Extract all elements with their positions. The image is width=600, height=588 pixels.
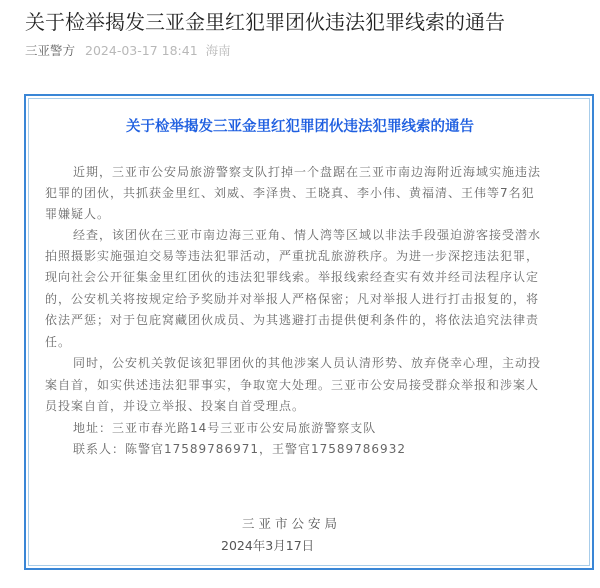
notice-line: 现向社会公开征集金里红团伙的违法犯罪线索。举报线索经查实有效并经司法程序认定 <box>45 270 540 284</box>
notice-contacts: 联系人：陈警官17589786971，王警官17589786932 <box>73 442 406 456</box>
notice-line: 任。 <box>45 335 72 349</box>
notice-address: 地址：三亚市春光路14号三亚市公安局旅游警察支队 <box>73 421 377 435</box>
notice-line: 拍照摄影实施强迫交易等违法犯罪活动，严重扰乱旅游秩序。为进一步深挖违法犯罪， <box>45 249 540 263</box>
notice-date: 2024年3月17日 <box>221 538 315 553</box>
article-meta <box>25 41 231 59</box>
notice-line: 犯罪的团伙，共抓获金里红、刘威、李泽贵、王晓真、李小伟、黄福清、王伟等7名犯 <box>45 186 535 200</box>
notice-line: 的，公安机关将按规定给予奖励并对举报人严格保密；凡对举报人进行打击报复的，将 <box>45 292 540 306</box>
notice-signature: 三亚市公安局 <box>242 516 342 531</box>
article-location: 海南 <box>205 43 231 58</box>
article-title: 关于检举揭发三亚金里红犯罪团伙违法犯罪线索的通告 <box>25 10 505 34</box>
notice-line: 案自首，如实供述违法犯罪事实，争取宽大处理。三亚市公安局接受群众举报和涉案人 <box>45 378 540 392</box>
notice-line: 员投案自首，并设立举报、投案自首受理点。 <box>45 399 306 413</box>
notice-line: 经查，该团伙在三亚市南边海三亚角、情人湾等区域以非法手段强迫游客接受潜水 <box>73 228 542 242</box>
article-datetime: 2024-03-17 18:41 <box>85 43 198 58</box>
notice-line: 罪嫌疑人。 <box>45 207 111 221</box>
notice-line: 近期，三亚市公安局旅游警察支队打掉一个盘踞在三亚市南边海附近海域实施违法 <box>73 165 542 179</box>
article-source[interactable]: 三亚警方 <box>25 43 76 58</box>
notice-line: 依法严惩；对于包庇窝藏团伙成员、为其逃避打击提供便利条件的，将依法追究法律责 <box>45 313 540 327</box>
notice-line: 同时，公安机关敦促该犯罪团伙的其他涉案人员认清形势、放弃侥幸心理，主动投 <box>73 356 542 370</box>
notice-title: 关于检举揭发三亚金里红犯罪团伙违法犯罪线索的通告 <box>126 119 474 135</box>
